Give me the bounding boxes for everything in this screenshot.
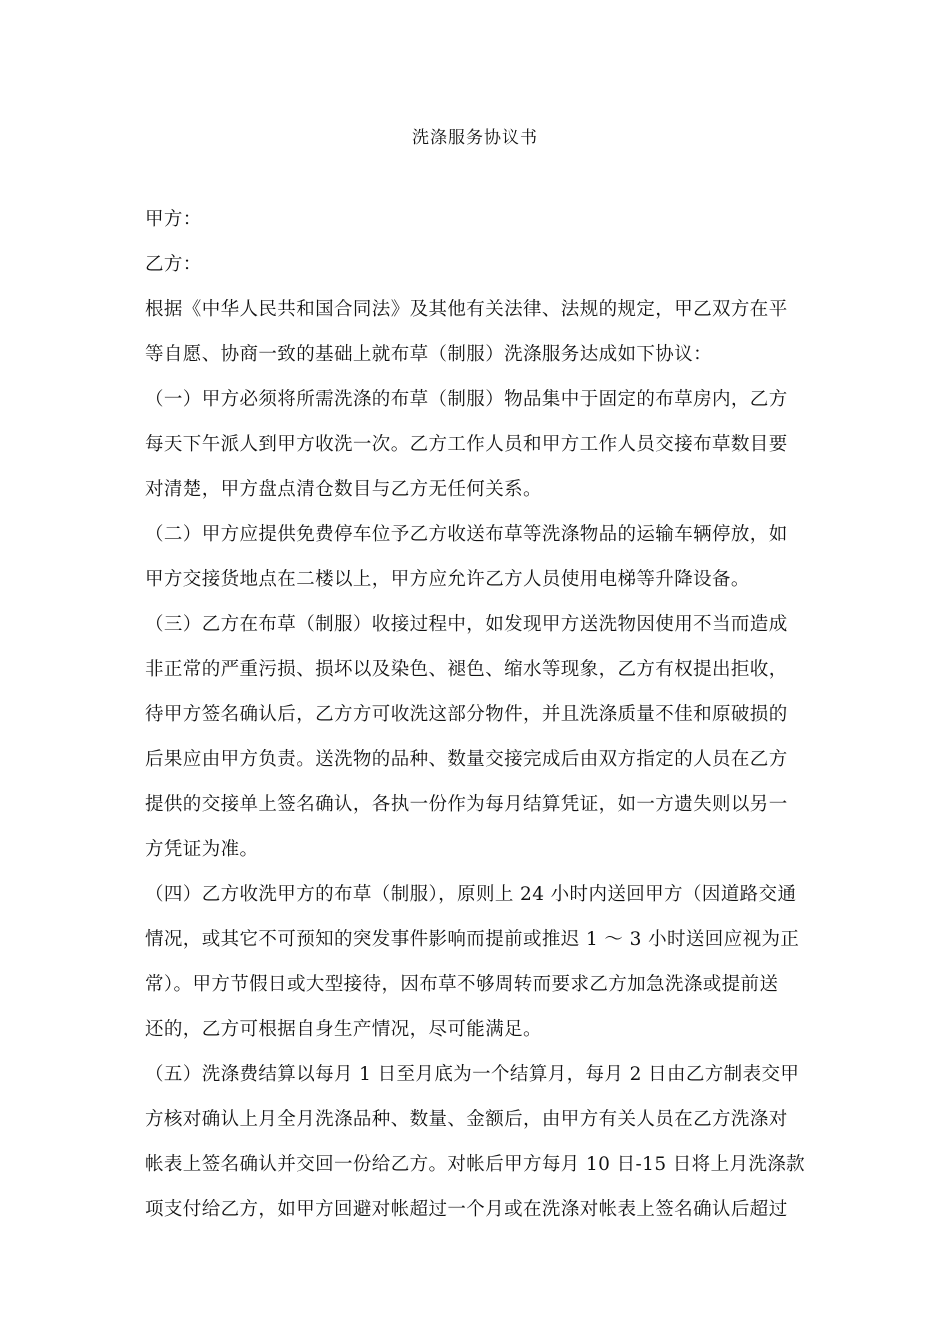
document-title: 洗涤服务协议书 <box>412 128 538 148</box>
clause-3-line: （三）乙方在布草（制服）收接过程中，如发现甲方送洗物因使用不当而造成 <box>145 614 788 635</box>
document-body <box>145 197 805 1232</box>
clause-3-line: 非正常的严重污损、损坏以及染色、褪色、缩水等现象，乙方有权提出拒收， <box>145 659 788 680</box>
clause-2-line: 甲方交接货地点在二楼以上，甲方应允许乙方人员使用电梯等升降设备。 <box>145 569 750 590</box>
party-a-line: 甲方： <box>145 209 202 230</box>
clause-5-line: 方核对确认上月全月洗涤品种、数量、金额后，由甲方有关人员在乙方洗涤对 <box>145 1109 788 1130</box>
clause-5-line: 项支付给乙方，如甲方回避对帐超过一个月或在洗涤对帐表上签名确认后超过 <box>145 1199 788 1220</box>
party-b-line: 乙方： <box>145 254 202 275</box>
clause-1-line: 对清楚，甲方盘点清仓数目与乙方无任何关系。 <box>145 479 542 500</box>
clause-1-line: 每天下午派人到甲方收洗一次。乙方工作人员和甲方工作人员交接布草数目要 <box>145 434 788 455</box>
clause-5-line: （五）洗涤费结算以每月 1 日至月底为一个结算月，每月 2 日由乙方制表交甲 <box>145 1064 800 1085</box>
clause-4-line: 常）。甲方节假日或大型接待，因布草不够周转而要求乙方加急洗涤或提前送 <box>145 974 779 995</box>
clause-3-line: 后果应由甲方负责。送洗物的品种、数量交接完成后由双方指定的人员在乙方 <box>145 749 788 770</box>
clause-5-line: 帐表上签名确认并交回一份给乙方。对帐后甲方每月 10 日-15 日将上月洗涤款 <box>145 1154 806 1175</box>
clause-4-line: 还的，乙方可根据自身生产情况，尽可能满足。 <box>145 1019 542 1040</box>
clause-3-line: 提供的交接单上签名确认，各执一份作为每月结算凭证，如一方遗失则以另一 <box>145 794 788 815</box>
preamble-line: 等自愿、协商一致的基础上就布草（制服）洗涤服务达成如下协议： <box>145 344 713 365</box>
clause-3-line: 方凭证为准。 <box>145 839 259 860</box>
clause-2-line: （二）甲方应提供免费停车位予乙方收送布草等洗涤物品的运输车辆停放，如 <box>145 524 788 545</box>
preamble-line: 根据《中华人民共和国合同法》及其他有关法律、法规的规定，甲乙双方在平 <box>145 299 788 320</box>
clause-4-line: （四）乙方收洗甲方的布草（制服），原则上 24 小时内送回甲方（因道路交通 <box>145 884 797 905</box>
clause-4-line: 情况，或其它不可预知的突发事件影响而提前或推迟 1 ～ 3 小时送回应视为正 <box>145 929 800 950</box>
clause-3-line: 待甲方签名确认后，乙方方可收洗这部分物件，并且洗涤质量不佳和原破损的 <box>145 704 788 725</box>
clause-1-line: （一）甲方必须将所需洗涤的布草（制服）物品集中于固定的布草房内，乙方 <box>145 389 788 410</box>
